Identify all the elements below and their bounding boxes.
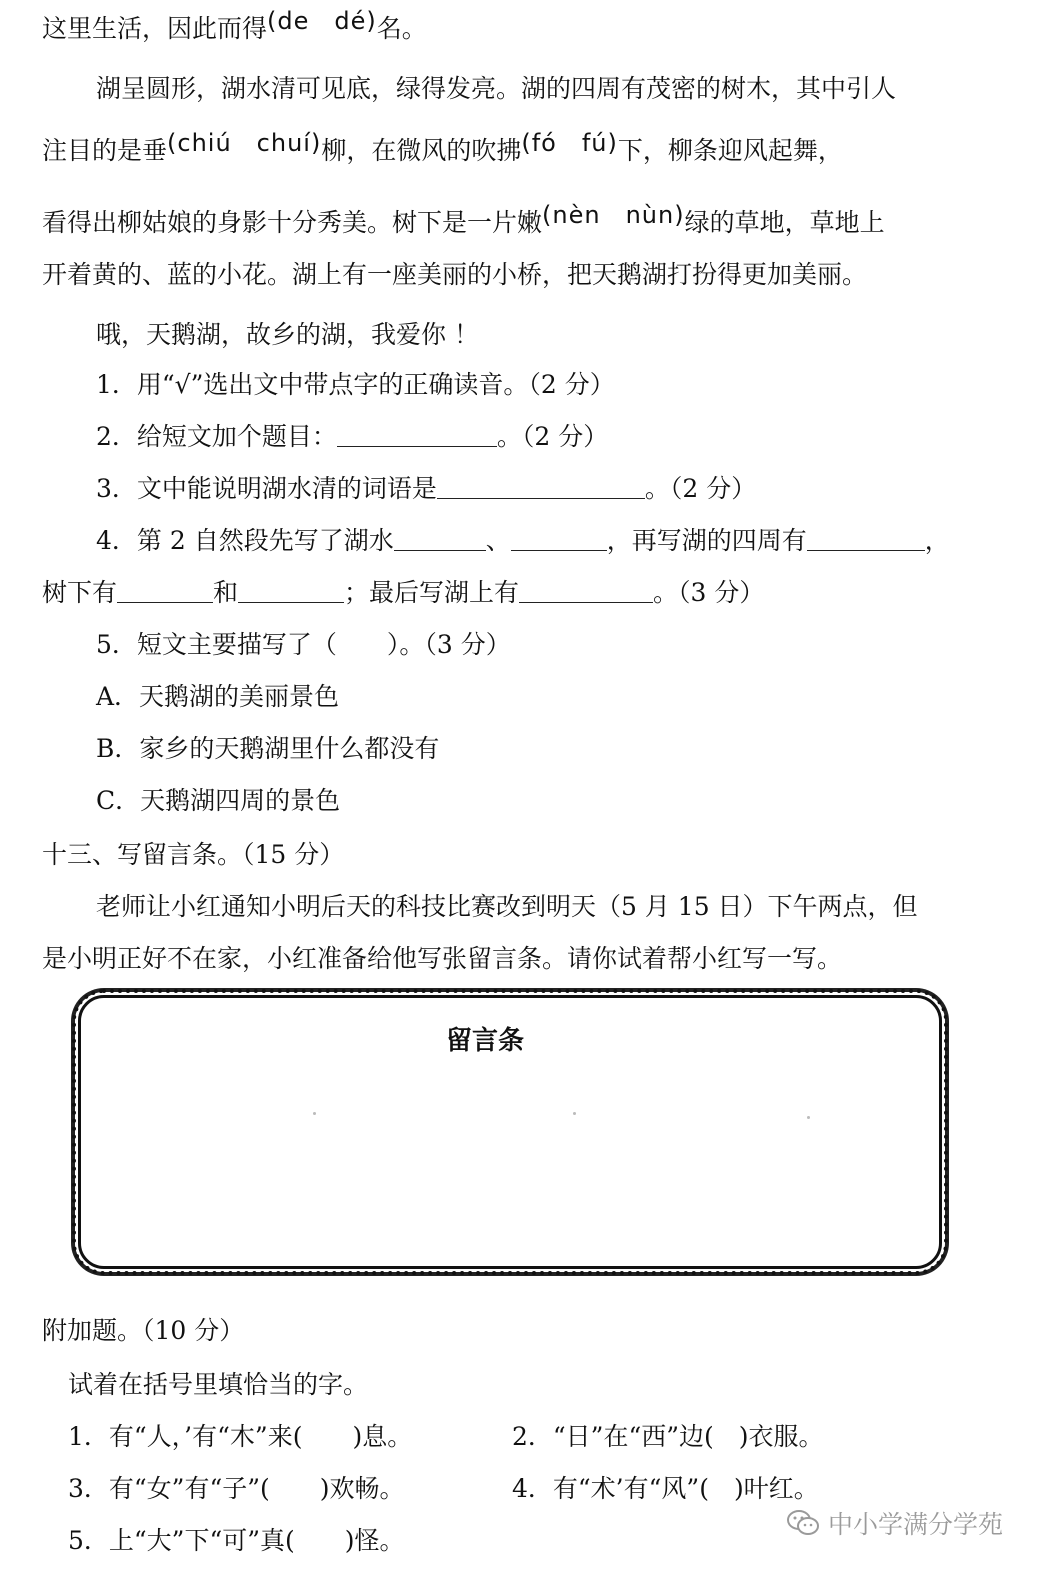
passage-line-5: 开着黄的、蓝的小花。湖上有一座美丽的小桥，把天鹅湖打扮得更加美丽。 xyxy=(42,260,868,289)
question-text: 。（2 分） xyxy=(644,474,757,503)
passage-line-3 xyxy=(42,126,843,168)
question-text: 树下有 xyxy=(42,578,118,607)
answer-blank[interactable] xyxy=(394,524,486,551)
bonus-item-2: 2．“日”在“西”边( )衣服。 xyxy=(512,1422,824,1451)
answer-blank[interactable] xyxy=(117,576,213,603)
passage-line-1 xyxy=(42,4,427,46)
question-1: 1．用“√”选出文中带点字的正确读音。（2 分） xyxy=(96,370,615,399)
watermark-text: 中小学满分学苑 xyxy=(828,1510,1004,1539)
question-text: 。（2 分） xyxy=(496,422,609,451)
pinyin-choice: (fó fú) xyxy=(521,129,618,157)
bonus-item-5: 5．上“大”下“可”真( )怪。 xyxy=(68,1526,405,1555)
question-3 xyxy=(96,472,756,506)
question-text: 、 xyxy=(485,526,511,555)
speck xyxy=(573,1112,576,1115)
pinyin-choice: (chiú chuí) xyxy=(167,129,322,157)
answer-blank[interactable] xyxy=(511,524,607,551)
option-b: B．家乡的天鹅湖里什么都没有 xyxy=(96,734,440,763)
speck xyxy=(313,1112,316,1115)
passage-text: 注目的是垂 xyxy=(42,136,168,165)
question-text: 。（3 分） xyxy=(653,578,765,607)
answer-blank[interactable] xyxy=(337,420,497,447)
option-a: A．天鹅湖的美丽景色 xyxy=(96,682,340,711)
answer-blank[interactable] xyxy=(807,524,925,551)
question-4-line-2 xyxy=(42,576,764,610)
bonus-heading: 附加题。（10 分） xyxy=(42,1316,245,1345)
passage-line-4 xyxy=(42,198,885,240)
passage-line-2: 湖呈圆形，湖水清可见底，绿得发亮。湖的四周有茂密的树木，其中引人 xyxy=(96,74,897,103)
answer-blank[interactable] xyxy=(238,576,344,603)
passage-text: 绿的草地，草地上 xyxy=(684,208,885,237)
option-c: C．天鹅湖四周的景色 xyxy=(96,786,341,815)
question-4-line-1 xyxy=(96,524,950,558)
pinyin-choice: (nèn nùn) xyxy=(542,201,685,229)
answer-blank[interactable] xyxy=(519,576,653,603)
message-note-box[interactable] xyxy=(78,995,942,1269)
bonus-item-4: 4．有“术’有“风”( )叶红。 xyxy=(512,1474,819,1503)
passage-line-6: 哦，天鹅湖，故乡的湖，我爱你 ！ xyxy=(96,320,479,349)
section-13-paragraph-1: 老师让小红通知小明后天的科技比赛改到明天（5 月 15 日）下午两点，但 xyxy=(96,892,918,921)
passage-text: 下，柳条迎风起舞， xyxy=(617,136,843,165)
passage-text: 看得出柳姑娘的身影十分秀美。树下是一片嫩 xyxy=(42,208,543,237)
speck xyxy=(807,1116,810,1119)
question-5: 5．短文主要描写了（ ）。（3 分） xyxy=(96,630,511,659)
section-13-heading: 十三、写留言条。（15 分） xyxy=(42,840,345,869)
passage-text: 名。 xyxy=(376,14,427,43)
section-13-paragraph-2: 是小明正好不在家，小红准备给他写张留言条。请你试着帮小红写一写。 xyxy=(42,944,843,973)
bonus-item-3: 3．有“女”有“子”( )欢畅。 xyxy=(68,1474,405,1503)
answer-blank[interactable] xyxy=(437,472,645,499)
question-text: 3．文中能说明湖水清的词语是 xyxy=(96,474,437,503)
pinyin-choice: (de dé) xyxy=(267,7,377,35)
question-2 xyxy=(96,420,608,454)
passage-text: 柳，在微风的吹拂 xyxy=(321,136,522,165)
question-text: ，再写湖的四周有 xyxy=(606,526,807,555)
watermark xyxy=(786,1505,1003,1541)
wechat-icon xyxy=(786,1509,820,1537)
question-text: 和 xyxy=(213,578,239,607)
question-text: ， xyxy=(924,526,950,555)
question-text: 4．第 2 自然段先写了湖水 xyxy=(96,526,394,555)
passage-text: 这里生活，因此而得 xyxy=(42,14,268,43)
message-note-title: 留言条 xyxy=(445,1026,524,1056)
bonus-instruction: 试着在括号里填恰当的字。 xyxy=(68,1370,369,1399)
question-text: 2．给短文加个题目： xyxy=(96,422,337,451)
bonus-item-1: 1．有“人，’有“木”来( )息。 xyxy=(68,1422,413,1451)
question-text: ；最后写湖上有 xyxy=(344,578,520,607)
